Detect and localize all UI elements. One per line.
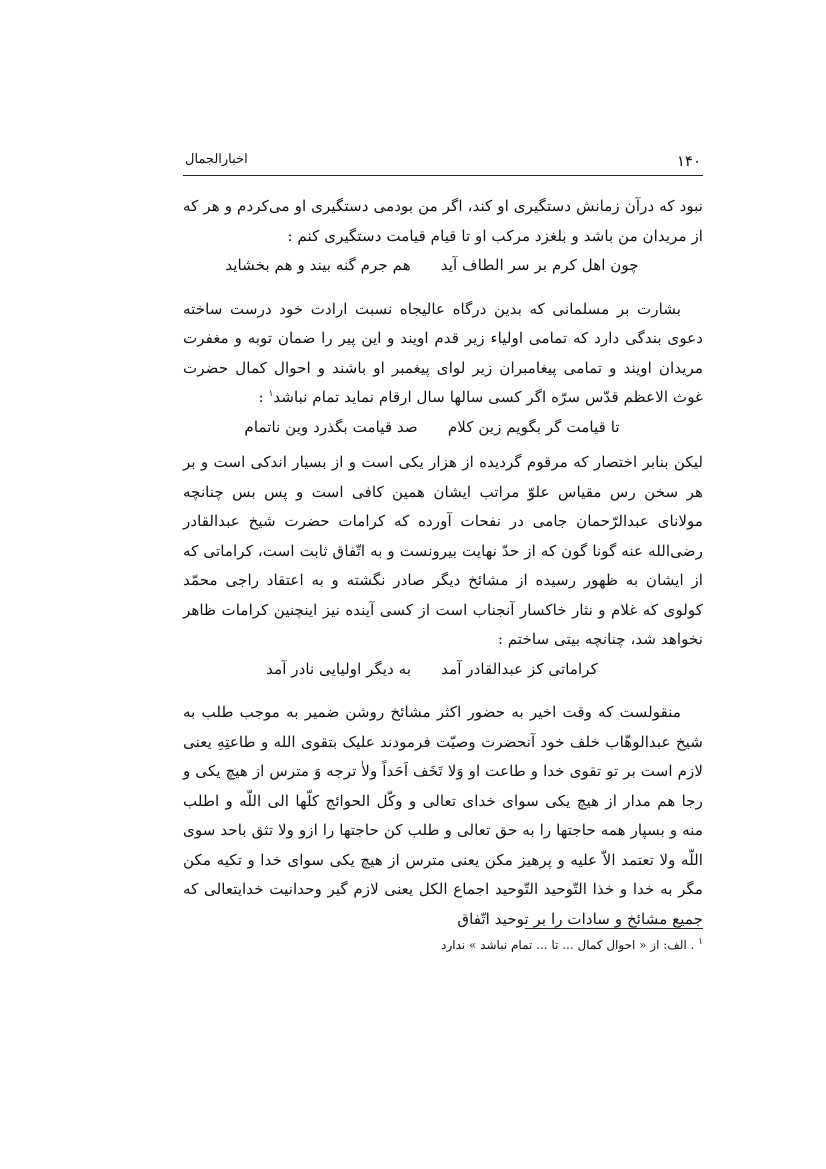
verse-3-left-hemistich: به دیگر اولیایی نادر آمد [266,659,412,678]
running-title: اخبارالجمال [185,152,248,167]
footnote [183,936,703,954]
document-page [183,140,703,1000]
footnote-text: . الف: از « احوال کمال ... تا ... تمام نباشد » ندارد [441,938,695,952]
footnote-number: ۱ [698,937,703,947]
header-rule [183,175,703,176]
verse-1 [183,251,703,281]
page-number: ۱۴۰ [676,152,701,170]
paragraph-2-end: : [258,388,269,406]
paragraph-3: لیکن بنابر اختصار که مرقوم گردیده از هزار یکی است و از بسیار اندکی است و بر هر سخن رس مقیاس علوّ مراتب ایشان همین کافی است و پس بس چنانچه مولانای عبدالرّحمان جامی در نفحات آورده که کرامات حضرت شیخ عبدالقادر رضی‌الله عنه گونا گون که از حدّ نهایت بیرونست و به اتّفاق ثابت است، کراماتی که از ایشان به ظهور رسیده از مشائخ دیگر صادر نگشته و به اعتقاد راجی محمّد کولوی که غلام و نثار خاکسار آنجناب است از کسی آینده نیز اینچنین کرامات ظاهر نخواهد شد، چنانچه بیتی ساختم : [183,453,703,648]
verse-2-left-hemistich: صد قیامت بگذرد وین ناتمام [244,417,418,436]
verse-1-left-hemistich: هم جرم گنه بیند و هم بخشاید [225,256,411,274]
spacer [183,684,703,698]
page-header [183,152,703,174]
verse-1-right-hemistich: چون اهل کرم بر سر الطاف آید [440,256,639,274]
footnote-rule [525,928,703,929]
body-text [183,192,703,934]
spacer [183,281,703,295]
footnote-marker: ۱ [268,388,274,399]
paragraph-2-text: بشارت بر مسلمانی که بدین درگاه عالیجاه نسبت ارادت خود درست ساخته دعوی بندگی دارد که تمامی اولیاء زیر قدم اویند و این پیر را ضمان توبه و مغفرت مریدان اویند و تمامی پیغامبران زیر لوای پیغمبر او باشند و احوال کمال حضرت غوث الاعظم قدّس سرّه اگر کسی سالها سال ارقام نماید تمام نباشد [183,299,703,406]
verse-3 [183,655,703,685]
paragraph-1: نبود که درآن زمانش دستگیری او کند، اگر من بودمی دستگیری او می‌کردم و هر که از مریدان من باشد و بلغزد مرکب او تا قیام قیامت دستگیری کنم : [183,197,703,245]
verse-3-right-hemistich: کراماتی کز عبدالقادر آمد [441,659,598,678]
verse-2 [183,413,703,443]
verse-2-right-hemistich: تا قیامت گر بگویم زین کلام [447,417,620,436]
paragraph-2 [183,295,703,413]
paragraph-4: منقولست که وقت اخیر به حضور اکثر مشائخ روشن ضمیر به موجب طلب به شیخ عبدالوهّاب خلف خود آنحضرت وصیّت فرمودند علیک بتقوی الله و طاعتِهِ یعنی لازم است بر تو تقوی خدا و طاعت او وَلا تَخَف اَحَداً ولاٰ ترجه وَ مترس از هیچ یکی و رجا هم مدار از هیچ یکی سوای خدای تعالی و وکّل الحوائج کلّها الی اللّه و اطلب منه و بسپار همه حاجتها را به حق تعالی و طلب کن حاجتها را ازو ولا تثق باحد سوی اللّه ولا تعتمد الاّ علیه و پرهیز مکن یعنی مترس از هیچ یکی سوای خدا و تکیه مکن مگر به خدا و خذا التّوحید التّوحید اجماع الکل یعنی لازم گیر وحدانیت خدایتعالی که جمیع مشائخ و سادات را بر توحید اتّفاق [183,703,703,928]
